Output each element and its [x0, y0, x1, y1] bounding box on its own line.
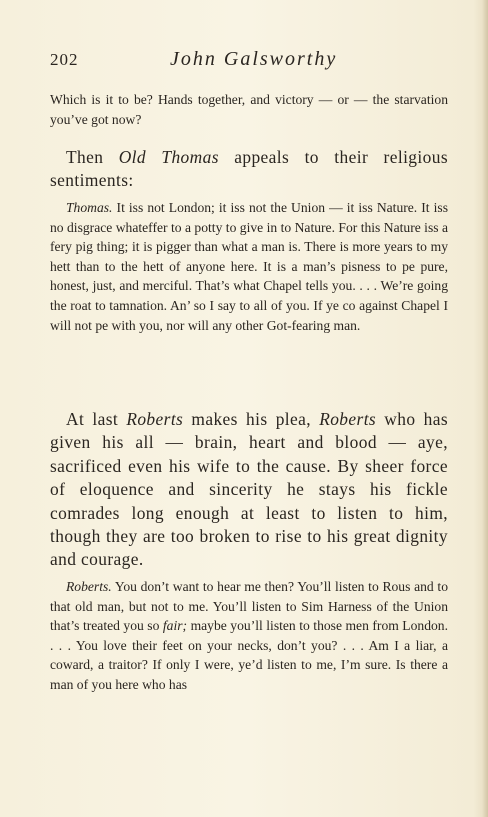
- page-edge-shadow: [482, 0, 488, 817]
- running-head: John Galsworthy: [170, 48, 338, 70]
- narrative-paragraph-2: [50, 408, 448, 572]
- speech-text: maybe you’ll listen to those men from London. . . . You love their feet on your necks, don’t you? . . . Am I a liar, a coward, a traitor? If only I were, ye’d listen to me, I’m sure. Is there a man of you here who has: [50, 618, 448, 692]
- narrative-text: Then: [66, 147, 119, 167]
- quote-text: Which is it to be? Hands together, and victory — or — the starvation you’ve got now?: [50, 92, 448, 127]
- speaker-name: Roberts.: [66, 579, 112, 594]
- speech-text: You don’t want to hear me then? You’ll listen to Rous and to that old man, but not to me. You’ll listen to Sim Harness of the Union that’s treated you so: [50, 579, 448, 634]
- emphasized-word: fair;: [162, 618, 188, 634]
- narrative-text: appeals to their religious sentiments:: [50, 147, 448, 191]
- character-name: Roberts: [319, 409, 377, 429]
- narrative-text: At last: [66, 409, 127, 429]
- quote-paragraph-1: [50, 90, 448, 129]
- thomas-speech: [50, 198, 448, 335]
- narrative-text: who has given his all — brain, heart and blood — aye, sacrificed even his wife to the cause. By sheer force of eloquence and sincerity he stays his fickle comrades long enough at least to listen to him, though they are too broken to rise to his great dignity and courage.: [50, 409, 448, 570]
- speaker-name: Thomas.: [66, 200, 113, 215]
- narrative-text: makes his plea,: [183, 409, 320, 429]
- page-number: 202: [50, 50, 79, 69]
- speech-text: It iss not London; it iss not the Union — it iss Nature. It iss no disgrace whateffer to a potty to give in to Nature. For this Nature iss a fery pig thing; it is pigger than what a man is. There is more years to my hett than to the hett of anyone here. It is a man’s pisness to pe pure, honest, just, and merciful. That’s what Chapel tells you. . . . We’re going the roat to tamnation. An’ so I say to all of you. If ye co against Chapel I will not pe with you, nor will any other Got-fearing man.: [50, 200, 448, 333]
- roberts-speech: [50, 577, 448, 695]
- page-header: [50, 48, 450, 78]
- narrative-paragraph-1: [50, 146, 448, 193]
- character-name: Roberts: [126, 409, 184, 429]
- character-name: Old Thomas: [118, 147, 219, 167]
